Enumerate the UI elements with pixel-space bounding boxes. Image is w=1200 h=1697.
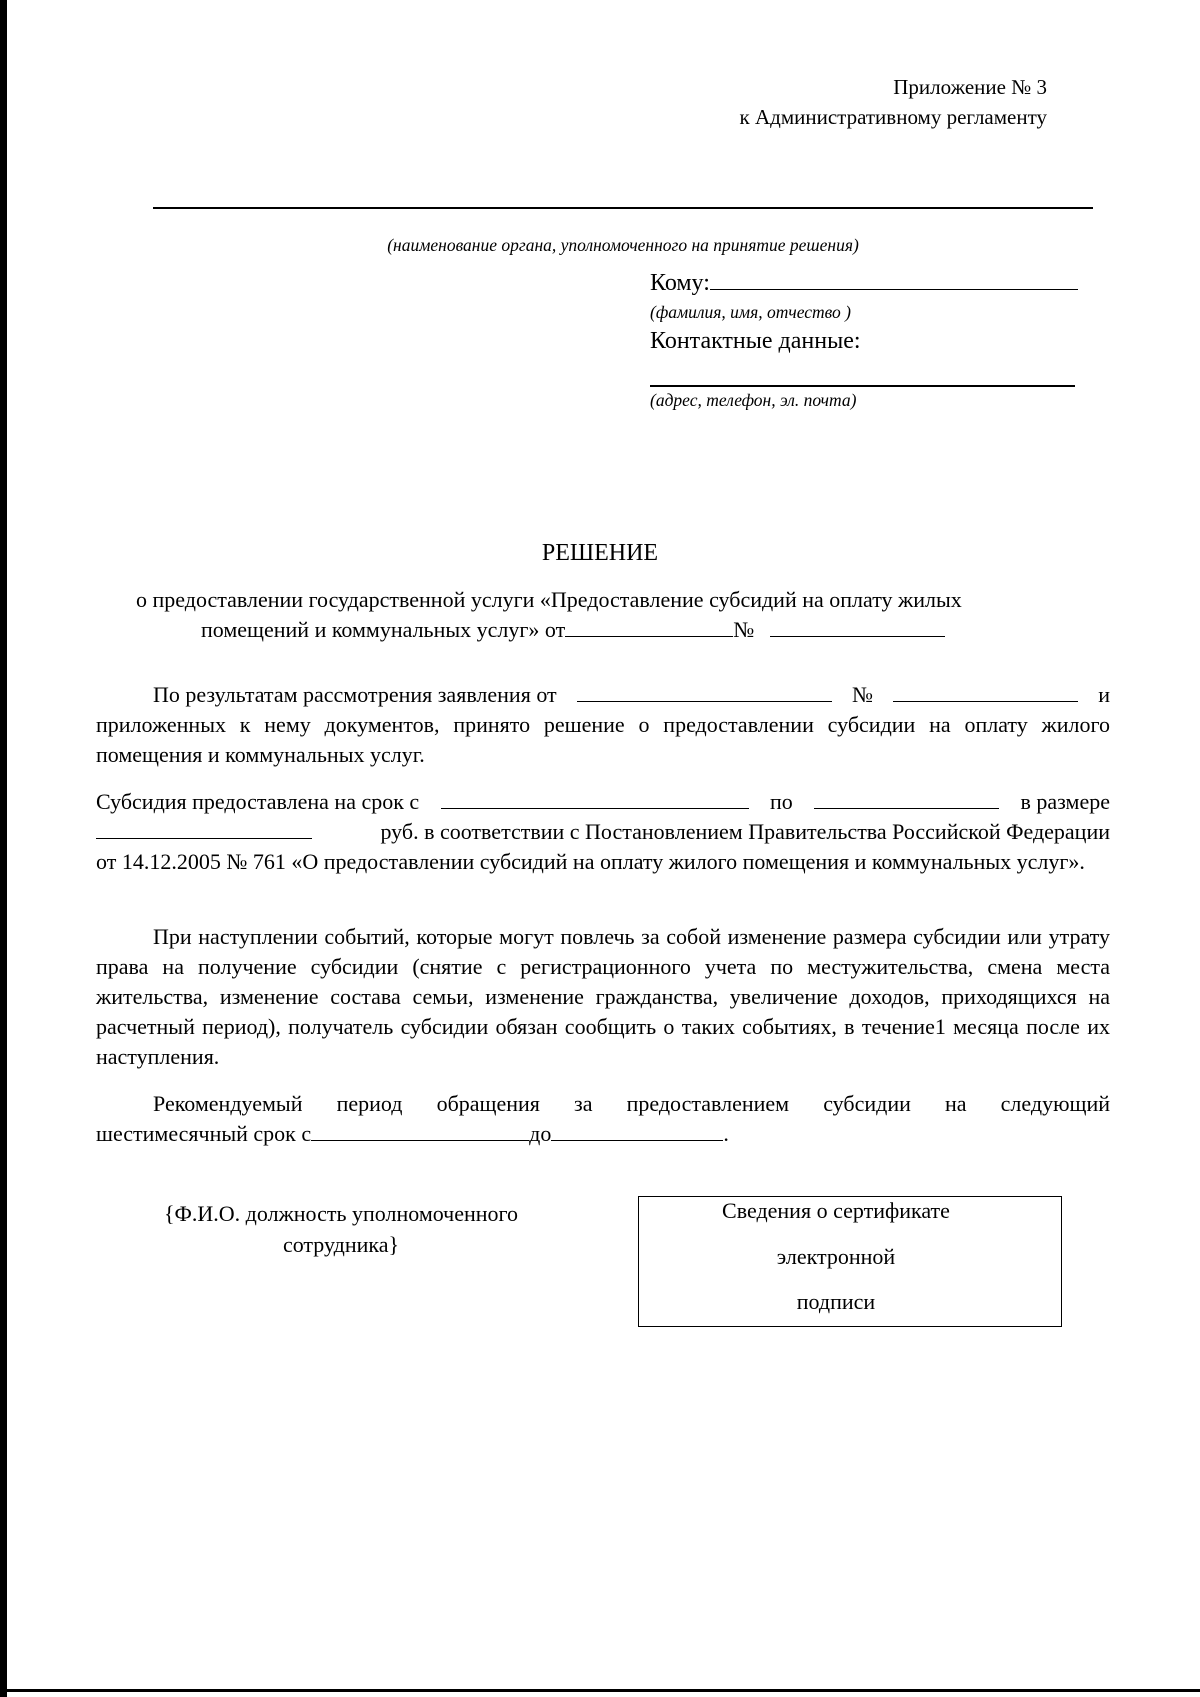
subsidy-decree-text: руб. в соответствии с Постановлением Правительства Российской Федерации	[380, 819, 1110, 844]
application-and: и	[1098, 682, 1110, 707]
subsidy-amount-text: в размере	[1020, 789, 1110, 814]
certificate-box	[638, 1196, 1062, 1327]
scan-bottom-edge	[0, 1689, 1200, 1692]
signature-line2: сотрудника}	[282, 1232, 400, 1257]
subsidy-end-blank	[814, 790, 999, 809]
scan-left-edge	[0, 0, 7, 1697]
appendix-header	[740, 72, 1047, 132]
authority-caption: (наименование органа, уполномоченного на принятие решения)	[387, 235, 859, 255]
paragraph-application	[96, 680, 1110, 770]
application-number-sign: №	[851, 682, 873, 707]
recipient-contact-label: Контактные данные:	[650, 328, 861, 354]
decision-subtitle-line1: о предоставлении государственной услуги «Предоставление субсидий на оплату жилых	[136, 587, 962, 612]
subsidy-to-word: по	[769, 789, 793, 814]
decision-date-blank	[565, 618, 733, 637]
recipient-contact-caption: (адрес, телефон, эл. почта)	[650, 390, 857, 410]
paragraph-events: При наступлении событий, которые могут повлечь за собой изменение размера субсидии или утрату права на получение субсидии (снятие с регистрационного учета по местужительства, смена места жительства, изменение состава семьи, изменение гражданства, увеличение доходов, приходящихся на расчетный период), получатель субсидии обязан сообщить о таких событиях, в течение1 месяца после их наступления.	[96, 924, 1110, 1069]
decision-title: РЕШЕНИЕ	[541, 540, 659, 566]
certificate-line2: электронной	[776, 1244, 896, 1269]
certificate-line1: Сведения о сертификате	[722, 1198, 950, 1223]
subsidy-start-blank	[441, 790, 749, 809]
recipient-to-label: Кому:	[650, 270, 710, 296]
decision-number-blank	[770, 618, 945, 637]
decision-subtitle-line2	[201, 617, 945, 643]
recommended-from-text: шестимесячный срок с	[96, 1121, 312, 1146]
decision-subtitle-text: помещений и коммунальных услуг» от	[201, 617, 566, 642]
recommended-start-blank	[311, 1122, 529, 1141]
recommended-period-line2	[96, 1119, 1110, 1149]
signature-block	[126, 1198, 556, 1260]
subsidy-amount-blank	[96, 820, 312, 839]
paragraph-recommended-period	[96, 1089, 1110, 1149]
decision-number-sign: №	[733, 617, 755, 642]
recipient-contact-line	[650, 385, 1075, 387]
recipient-to	[650, 270, 1078, 297]
recipient-name-blank	[710, 271, 1078, 290]
appendix-regulation: к Административному регламенту	[739, 105, 1047, 129]
subsidy-decree-rest: от 14.12.2005 № 761 «О предоставлении субсидий на оплату жилого помещения и коммунальных услуг».	[96, 849, 1085, 874]
paragraph-subsidy-term	[96, 787, 1110, 877]
application-date-blank	[577, 683, 832, 702]
subsidy-term-text: Субсидия предоставлена на срок с	[96, 789, 420, 814]
application-number-blank	[893, 683, 1078, 702]
recipient-name-caption: (фамилия, имя, отчество )	[650, 302, 851, 322]
authority-name-line	[153, 207, 1093, 209]
application-rest: приложенных к нему документов, принято решение о предоставлении субсидии на оплату жилого помещения и коммунальных услуг.	[96, 712, 1110, 767]
subsidy-term-line2	[96, 817, 1110, 847]
appendix-number: Приложение № 3	[893, 75, 1047, 99]
recommended-period-line1: Рекомендуемый период обращения за предоставлением субсидии на следующий	[153, 1091, 1110, 1116]
recommended-period-end: .	[723, 1121, 729, 1146]
recommended-to-word: до	[529, 1121, 552, 1146]
subsidy-term-line1	[96, 787, 1110, 817]
signature-line1: {Ф.И.О. должность уполномоченного	[163, 1201, 519, 1226]
application-text: По результатам рассмотрения заявления от	[153, 682, 557, 707]
paragraph-application-line1	[96, 680, 1110, 710]
certificate-line3: подписи	[796, 1289, 876, 1314]
recommended-end-blank	[551, 1122, 723, 1141]
